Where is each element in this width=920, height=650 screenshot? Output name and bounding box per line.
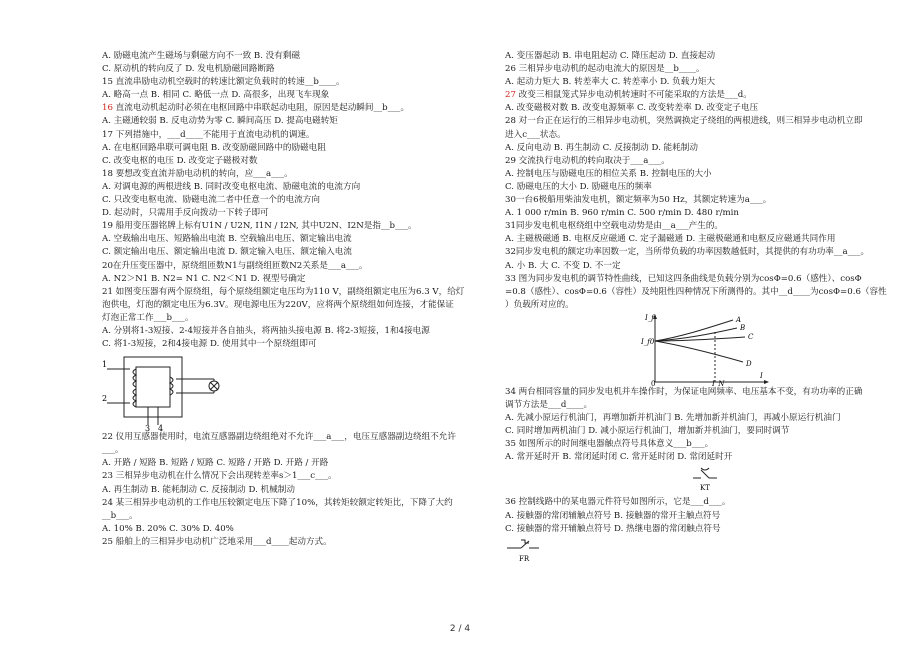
question-number: 27 — [505, 90, 516, 101]
text-line: 31同步发电机电枢绕组中空载电动势是由__a___产生的。 — [505, 221, 724, 232]
curve-label-b: B — [740, 323, 746, 332]
text-line: C. 额定输出电压、额定输出电流 D. 额定输入电压、额定输入电流 — [102, 247, 352, 258]
curve-label-c: C — [748, 332, 754, 341]
text-line: 26 三相异步电动机的起动电流大的原因是__b____。 — [505, 64, 705, 75]
text-line: 22 仪用互感器使用时，电流互感器副边绕组绝对不允许___a___，电压互感器副边绕组不允许 — [102, 432, 456, 443]
text-line: 调节方法是___d____。 — [505, 399, 593, 410]
text-line: 35 如图所示的时间继电器触点符号具体意义___b___。 — [505, 439, 714, 450]
text-line — [505, 89, 905, 102]
text-line: C. 接触器的常开辅触点符号 D. 热继电器的常闭触点符号 — [505, 523, 721, 534]
text-line: A. 在电枢回路串联可调电阻 B. 改变励磁回路中的励磁电阻 — [102, 142, 326, 153]
axis-origin-label: 0 — [651, 379, 656, 386]
text-line: C. 励磁电压的大小 D. 励磁电压的频率 — [505, 181, 652, 192]
transformer-diagram — [102, 351, 242, 431]
time-relay-figure — [505, 464, 905, 496]
question-number: 16 — [102, 103, 113, 114]
text-line: 灯泡正常工作___b___。 — [102, 312, 194, 323]
text-line: C. 改变电枢的电压 D. 改变定子磁极对数 — [102, 155, 258, 166]
text-line: C. 原动机的转向反了 D. 发电机励磁回路断路 — [102, 64, 275, 75]
text-line: A. 先减小原运行机油门，再增加新并机油门 B. 先增加新并机油门，再减小原运行机油门 — [505, 413, 841, 424]
text-line: =0.8（感性）、cosΦ=0.6（容性）及纯阻性四种情况下所测得的。其中__d____为cosΦ=0.6（容性 — [505, 286, 887, 297]
text-line: A. 对调电源的两根进线 B. 同时改变电枢电流、励磁电流的电流方向 — [102, 181, 361, 192]
text-line: __b___。 — [102, 510, 138, 521]
relay-fr-label: FR — [519, 554, 530, 563]
terminal-label-4: 4 — [158, 424, 164, 432]
text-line: 23 三相异步电动机在什么情况下会出现转差率s＞1___c___。 — [102, 471, 337, 482]
axis-in-label: I_N — [712, 379, 725, 386]
text-line: A. 小 B. 大 C. 不变 D. 不一定 — [505, 260, 621, 271]
text-line: 25 船舶上的三相异步电动机广泛地采用___d____起动方式。 — [102, 536, 332, 547]
text-line: A. 控制电压与励磁电压的相位关系 B. 控制电压的大小 — [505, 168, 712, 179]
text-line: A. 励磁电流产生磁场与剩磁方向不一致 B. 没有剩磁 — [102, 51, 301, 61]
thermal-relay-symbol — [505, 536, 905, 566]
text-line: A. 主磁通较弱 B. 反电动势为零 C. 瞬间高压 D. 提高电磁转矩 — [102, 116, 338, 127]
text-line: A. 空载输出电压、短路输出电流 B. 空载输出电压、额定输出电流 — [102, 234, 352, 245]
text-line: 30一台6极船用柴油发电机，额定频率为50 Hz，其额定转速为a___。 — [505, 195, 772, 206]
text-line: A. N2＞N1 B. N2= N1 C. N2＜N1 D. 视型号确定 — [102, 273, 306, 284]
text-line: A. 主磁极磁通 B. 电枢反应磁通 C. 定子漏磁通 D. 主磁极磁通和电枢反应磁通共同作用 — [505, 234, 836, 245]
right-question-block-1 — [505, 50, 905, 312]
text-line: A. 改变磁极对数 B. 改变电源频率 C. 改变转差率 D. 改变定子电压 — [505, 103, 759, 114]
transformer-figure — [102, 351, 500, 431]
text-line: ）负载所对应的。 — [505, 299, 574, 310]
text-line: A. 开路 / 短路 B. 短路 / 短路 C. 短路 / 开路 D. 开路 / 开路 — [102, 458, 329, 469]
text-line: D. 起动时，只需用手反向拨动一下转子即可 — [102, 208, 269, 219]
text-line: 19 船用变压器铭牌上标有U1N / U2N, I1N / I2N, 其中U2N、I2N是指__b___。 — [102, 221, 417, 232]
right-question-block-3 — [505, 496, 905, 535]
text-line: 泡供电，灯泡的额定电压为6.3V。现电源电压为220V，应将两个原绕组如何连接，才能保证 — [102, 299, 454, 310]
right-column — [505, 50, 905, 566]
text-line: A. 再生制动 B. 能耗制动 C. 反接制动 D. 机械制动 — [102, 484, 295, 495]
text-line: 29 交流执行电动机的转向取决于___a___。 — [505, 155, 670, 166]
text-line: 24 某三相异步电动机的工作电压较额定电压下降了10%，其转矩较额定转矩比，下降了大约 — [102, 497, 453, 508]
text-line: 15 直流串励电动机空载时的转速比额定负载时的转速__b____。 — [102, 77, 345, 88]
text-line: 21 如图变压器有两个原绕组，每个原绕组额定电压均为110 V，副绕组额定电压为6.3 V，给灯 — [102, 286, 465, 297]
text-line: 进入c___状态。 — [505, 129, 566, 140]
text-line: 36 控制线路中的某电器元件符号如图所示，它是___d___。 — [505, 497, 731, 508]
text-line: A. 起动力矩大 B. 转差率大 C. 转差率小 D. 负载力矩大 — [505, 77, 716, 88]
left-column — [102, 50, 500, 549]
text-line: 32同步发电机的额定功率因数一定，当所带负载的功率因数越低时，其提供的有功功率__a___。 — [505, 247, 870, 258]
curve-label-a: A — [736, 315, 742, 324]
text-line: A. 分别将1-3短接、2-4短接并各自抽头，将两抽头接电源 B. 将2-3短接，1和4接电源 — [102, 325, 430, 336]
axis-if-label: I_f — [645, 313, 654, 322]
text-line: 33 图为同步发电机的调节特性曲线，已知这四条曲线是负载分别为cosΦ=0.6（感性）、cosΦ — [505, 273, 862, 284]
text-line — [102, 102, 500, 115]
text-line: A. 反向电动 B. 再生制动 C. 反接制动 D. 能耗制动 — [505, 142, 698, 153]
thermal-relay-figure — [505, 536, 905, 566]
terminal-label-2: 2 — [102, 394, 108, 404]
page-number: 2 / 4 — [449, 624, 471, 634]
text-line: A. 略高一点 B. 相同 C. 略低一点 D. 高很多，出现飞车现象 — [102, 90, 330, 101]
relay-kt-label: KT — [700, 484, 710, 493]
left-question-block-2 — [102, 431, 500, 549]
curve-label-d: D — [746, 359, 752, 368]
question-text: 直流电动机起动时必须在电枢回路中串联起动电阻，原因是起动瞬间__b___。 — [112, 103, 410, 114]
terminal-label-1: 1 — [102, 360, 108, 370]
text-line: 17 下列措施中，___d____不能用于直流电动机的调速。 — [102, 129, 315, 140]
terminal-label-3: 3 — [145, 424, 151, 432]
text-line: A. 10% B. 20% C. 30% D. 40% — [102, 523, 234, 534]
text-line: A. 常开延时开 B. 常闭延时闭 C. 常开延时闭 D. 常闭延时开 — [505, 452, 733, 463]
time-relay-symbol — [505, 464, 905, 496]
text-line: 34 两台相同容量的同步发电机并车操作时，为保证电网频率、电压基本不变，有功功率的正确 — [505, 386, 863, 397]
text-line: 20在升压变压器中，原绕组匝数N1与副绕组匝数N2关系是___a___。 — [102, 260, 368, 271]
text-line: ___。 — [102, 445, 124, 456]
question-text: 改变三相鼠笼式异步电动机转速时不可能采取的方法是___d。 — [515, 90, 752, 101]
regulation-curve-figure — [505, 312, 905, 386]
text-line: C. 将1-3短接，2和4接电源 D. 使用其中一个原绕组即可 — [102, 339, 317, 350]
regulation-curve-diagram — [505, 312, 905, 386]
right-question-block-2 — [505, 386, 905, 465]
text-line: C. 同时增加两机油门 D. 减小原运行机油门，增加新并机油门，要同时调节 — [505, 426, 790, 437]
text-line: A. 变压器起动 B. 串电阻起动 C. 降压起动 D. 直接起动 — [505, 51, 716, 61]
text-line: A. 1 000 r/min B. 960 r/min C. 500 r/min D. 480 r/min — [505, 208, 739, 219]
text-line: 28 对一台正在运行的三相异步电动机，突然调换定子绕组的两根进线，则三相异步电动机立即 — [505, 116, 863, 127]
axis-if0-label: I_f0 — [641, 337, 655, 346]
left-question-block-1 — [102, 50, 500, 351]
text-line: C. 只改变电枢电流、励磁电流二者中任意一个的电流方向 — [102, 195, 320, 206]
text-line: A. 接触器的常闭辅触点符号 B. 接触器的常开主触点符号 — [505, 510, 721, 521]
axis-i-label: I — [760, 371, 763, 380]
text-line: 18 要想改变直流并励电动机的转向，应___a___。 — [102, 168, 293, 179]
